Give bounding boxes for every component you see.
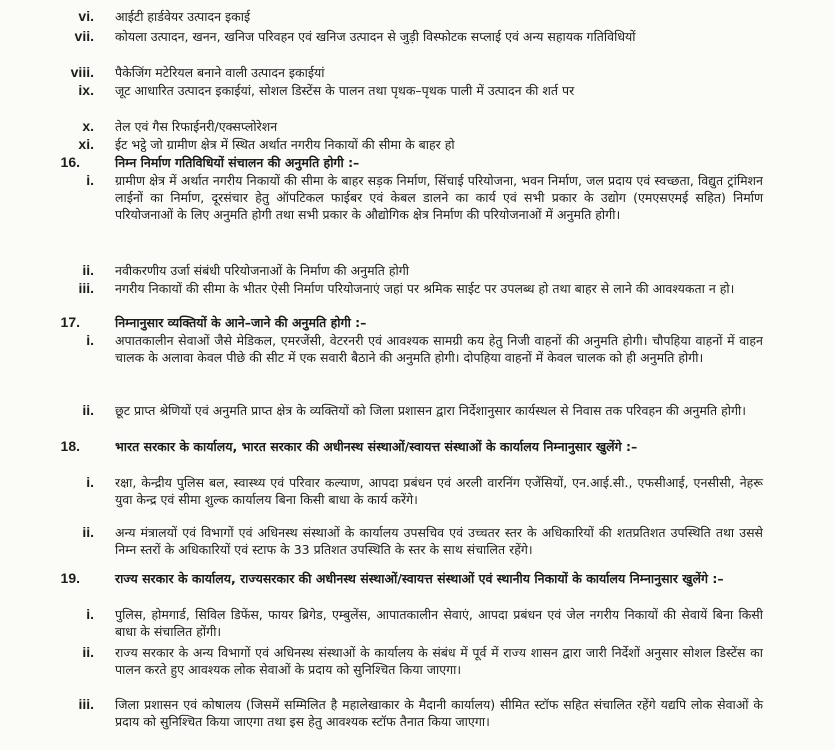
section-number: 16. xyxy=(60,154,80,170)
item-number: i. xyxy=(86,606,94,622)
item-text: रक्षा, केन्द्रीय पुलिस बल, स्वास्थ्य एवं परिवार कल्याण, आपदा प्रबंधन एवं अरली वारनिंग एजेंसियों, एन.आई.सी., एफसीआई, एनसीसी, नेहरू युवा केन्द्र एवं सीमा शुल्क कार्यालय बिना किसी बाधा के कार्य करेंगे। xyxy=(115,475,763,507)
item-text: राज्य सरकार के अन्य विभागों एवं अधिनस्थ संस्थाओं के कार्यालय के संबंध में पूर्व में राज्य शासन द्वारा जारी निर्देशों अनुसार सोशल डिस्टेंस का पालन करते हुए आवश्यक लोक सेवाओं के प्रदाय को सुनिश्चित किया जाएगा। xyxy=(115,645,763,677)
item-text: जिला प्रशासन एवं कोषालय (जिसमें सम्मिलित है महालेखाकार के मैदानी कार्यालय) सीमित स्टॉफ सहित संचालित रहेंगे यद्यपि लोक सेवाओं के प्रदाय को सुनिश्चित किया जाएगा तथा इस हेतु आवश्यक स्टॉफ तैनात किया जाएगा। xyxy=(115,697,764,729)
item-text: कोयला उत्पादन, खनन, खनिज परिवहन एवं खनिज उत्पादन से जुड़ी विस्फोटक सप्लाई एवं अन्य सहायक गतिविधियों xyxy=(115,29,636,44)
section-number: 19. xyxy=(60,570,80,586)
section-number: 17. xyxy=(60,314,80,330)
item-number: iii. xyxy=(78,696,94,712)
item-number: vii. xyxy=(74,28,94,44)
item-text: जूट आधारित उत्पादन इकाईयां, सोशल डिस्टेंस के पालन तथा पृथक–पृथक पाली में उत्पादन की शर्त पर xyxy=(115,83,575,98)
item-number: ii. xyxy=(82,644,94,660)
item-number: vi. xyxy=(78,8,94,24)
item-text: नगरीय निकायों की सीमा के भीतर ऐसी निर्माण परियोजनाएं जहां पर श्रमिक साईट पर उपलब्ध हो तथा बाहर से लाने की आवश्यकता न हो। xyxy=(115,281,735,296)
item-number: i. xyxy=(86,474,94,490)
item-text: तेल एवं गैस रिफाईनरी/एक्सप्लोरेशन xyxy=(115,119,278,134)
section-title: राज्य सरकार के कार्यालय, राज्यसरकार की अधीनस्थ संस्थाओं/स्वायत्त संस्थाओं एवं स्थानीय निकायों के कार्यालय निम्नानुसार खुलेंगे :– xyxy=(115,571,724,586)
item-text: आईटी हार्डवेयर उत्पादन इकाई xyxy=(115,9,251,24)
item-number: viii. xyxy=(70,64,94,80)
item-number: ii. xyxy=(82,402,94,418)
item-text: पैकेजिंग मटेरियल बनाने वाली उत्पादन इकाईयां xyxy=(115,65,325,80)
item-number: x. xyxy=(82,118,94,134)
item-text: अन्य मंत्रालयों एवं विभागों एवं अधिनस्थ संस्थाओं के कार्यालय उपसचिव एवं उच्चतर स्तर के अधिकारियों की शतप्रतिशत उपस्थिति तथा उससे निम्न स्तरों के अधिकारियों एवं स्टाफ के 33 प्रतिशत उपस्थिति के स्तर के साथ संचालित रहेंगे। xyxy=(115,525,763,557)
item-text: ईट भट्ठे जो ग्रामीण क्षेत्र में स्थित अर्थात नगरीय निकायों की सीमा के बाहर हो xyxy=(115,137,455,152)
item-text: नवीकरणीय उर्जा संबंधी परियोजनाओं के निर्माण की अनुमति होगी xyxy=(115,263,410,278)
item-number: iii. xyxy=(78,280,94,296)
item-number: ii. xyxy=(82,524,94,540)
item-number: i. xyxy=(86,332,94,348)
section-title: भारत सरकार के कार्यालय, भारत सरकार की अधीनस्थ संस्थाओं/स्वायत्त संस्थाओं के कार्यालय निम्नानुसार खुलेंगे :– xyxy=(115,439,638,454)
section-title: निम्नानुसार व्यक्तियों के आने–जाने की अनुमति होगी :– xyxy=(115,315,367,330)
item-number: xi. xyxy=(78,136,94,152)
item-number: ii. xyxy=(82,262,94,278)
section-title: निम्न निर्माण गतिविधियों संचालन की अनुमति होगी :– xyxy=(115,155,360,170)
item-text: छूट प्राप्त श्रेणियों एवं अनुमति प्राप्त क्षेत्र के व्यक्तियों को जिला प्रशासन द्वारा निर्देशानुसार कार्यस्थल से निवास तक परिवहन की अनुमति होगी। xyxy=(115,403,747,418)
item-text: पुलिस, होमगार्ड, सिविल डिफेंस, फायर ब्रिगेड, एम्बुलेंस, आपातकालीन सेवाएं, आपदा प्रबंधन एवं जेल नगरीय निकायों की सेवायें बिना किसी बाधा के संचालित होंगी। xyxy=(115,607,763,639)
item-text: अपातकालीन सेवाओं जैसे मेडिकल, एमरजेंसी, वेटरनरी एवं आवश्यक सामग्री कय हेतु निजी वाहनों की अनुमति होगी। चौपहिया वाहनों में वाहन चालक के अलावा केवल पीछे की सीट में एक सवारी बैठाने की अनुमति होगी। दोपहिया वाहनों में केवल चालक को ही अनुमति होगी। xyxy=(115,333,763,365)
item-text: ग्रामीण क्षेत्र में अर्थात नगरीय निकायों की सीमा के बाहर सड़क निर्माण, सिंचाई परियोजना, भवन निर्माण, जल प्रदाय एवं स्वच्छता, विद्युत ट्रांमिशन लाईनों का निर्माण, दूरसंचार हेतु ऑपटिकल फाईबर एवं केबल डालने का कार्य एवं सभी प्रकार के उद्योग (एमएसएमई सहित) निर्माण परियोजनाओं के लिए अनुमति होगी तथा सभी प्रकार के औद्योगिक क्षेत्र निर्माण की परियोजनाओं में अनुमति होगी। xyxy=(115,173,763,222)
item-number: ix. xyxy=(78,82,94,98)
item-number: i. xyxy=(86,172,94,188)
section-number: 18. xyxy=(60,438,80,454)
